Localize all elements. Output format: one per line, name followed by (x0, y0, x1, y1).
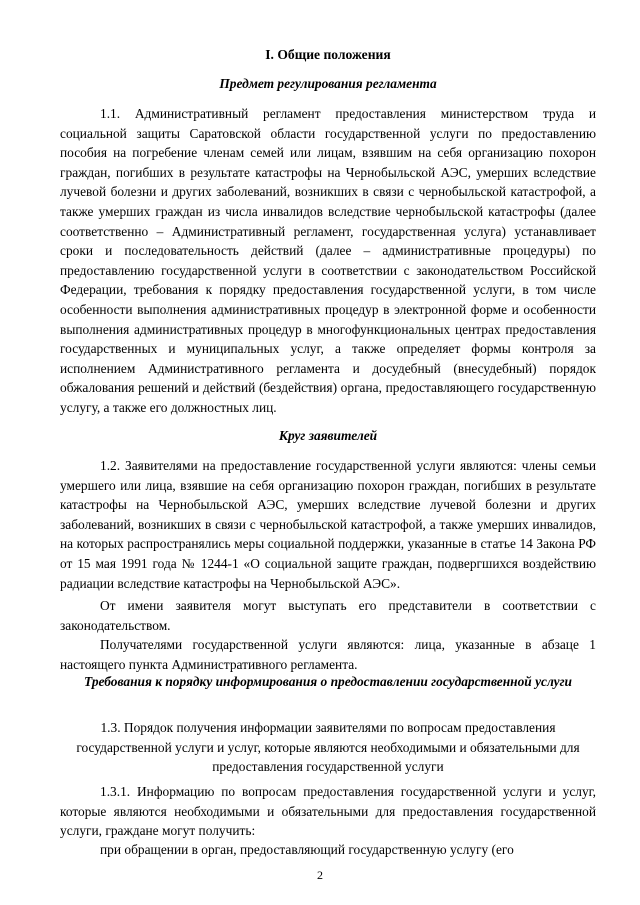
section-title: I. Общие положения (265, 47, 391, 62)
paragraph-1-3: 1.3. Порядок получения информации заявителями по вопросам предоставления государственной услуги и услуг, которые являются необходимыми и обязательными для предоставления государственной услуги (76, 720, 580, 775)
page-number: 2 (317, 868, 323, 882)
paragraph-representatives: От имени заявителя могут выступать его представители в соответствии с законодательством. (60, 598, 596, 633)
subsection-title-applicants: Круг заявителей (278, 428, 378, 443)
paragraph-1-1: 1.1. Административный регламент предоставления министерством труда и социальной защиты Саратовской области государственной услуги по предоставлению пособия на погребение членам семей или лицам, взявшим на себя организацию похорон граждан, погибших в результате катастрофы на Чернобыльской АЭС, умерших вследствие лучевой болезни и других заболеваний, возникших в связи с чернобыльской катастрофой, а также умерших граждан из числа инвалидов вследствие чернобыльской катастрофы (далее соответственно – Административный регламент, государственная услуга) устанавливает сроки и последовательность действий (далее – административные процедуры) по предоставлению государственной услуги в соответствии с законодательством Российской Федерации, требования к порядку предоставления государственной услуги, в том числе особенности выполнения административных процедур в электронной форме и особенности выполнения административных процедур в многофункциональных центрах предоставления государственных и муниципальных услуг, а также определяет формы контроля за исполнением Административного регламента и досудебный (внесудебный) порядок обжалования решений и действий (бездействия) органа, предоставляющего государственную услугу, а также его должностных лиц. (60, 106, 596, 415)
subsection-title-informing: Требования к порядку информирования о предоставлении государственной услуги (83, 674, 573, 689)
subsection-title-subject: Предмет регулирования регламента (219, 76, 437, 91)
paragraph-recipients: Получателями государственной услуги являются: лица, указанные в абзаце 1 настоящего пункта Административного регламента. (60, 637, 596, 672)
paragraph-1-3-1: 1.3.1. Информацию по вопросам предоставления государственной услуги и услуг, которые являются необходимыми и обязательными для предоставления государственной услуги, граждане могут получить: (60, 784, 596, 839)
paragraph-continued: при обращении в орган, предоставляющий государственную услугу (его (100, 842, 514, 857)
paragraph-1-2: 1.2. Заявителями на предоставление государственной услуги являются: члены семьи умершего или лица, взявшие на себя организацию похорон граждан, погибших в результате катастрофы на Чернобыльской АЭС, умерших вследствие лучевой болезни и других заболеваний, возникших в связи с чернобыльской катастрофой, а также умерших инвалидов, на которых распространялись меры социальной поддержки, указанные в статье 14 Закона РФ от 15 мая 1991 года № 1244-1 «О социальной защите граждан, подвергшихся воздействию радиации вследствие катастрофы на Чернобыльской АЭС». (60, 458, 596, 591)
